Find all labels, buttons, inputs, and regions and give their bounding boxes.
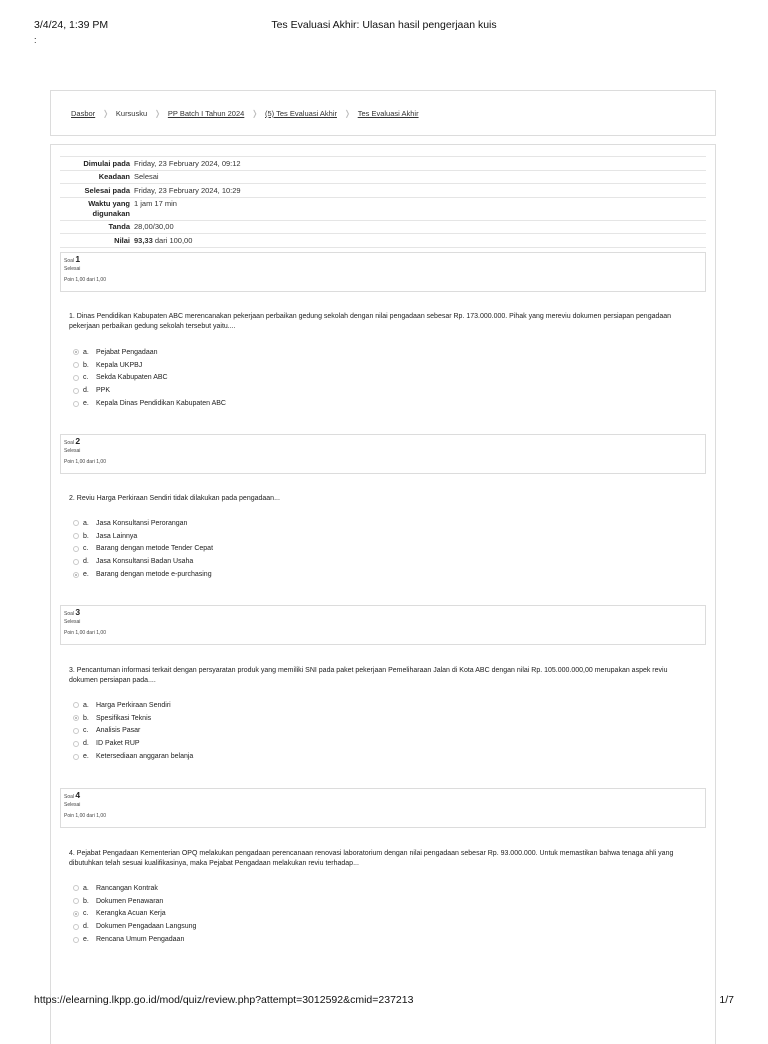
question-text-2: 2. Reviu Harga Perkiraan Sendiri tidak dilakukan pada pengadaan... <box>69 495 280 502</box>
question-number: Soal 3 <box>64 607 81 617</box>
radio-button[interactable] <box>73 520 79 526</box>
radio-button[interactable] <box>73 741 79 747</box>
question-info-2 <box>60 434 706 474</box>
grade-max: dari 100,00 <box>152 235 193 245</box>
radio-button[interactable] <box>73 572 79 578</box>
breadcrumb-separator: ❭ <box>344 109 351 118</box>
radio-button[interactable] <box>73 559 79 565</box>
summary-value: Friday, 23 February 2024, 09:12 <box>134 158 241 168</box>
answer-option[interactable]: b. Kepala UKPBJ <box>73 359 226 372</box>
radio-button[interactable] <box>73 728 79 734</box>
answer-option[interactable]: c. Barang dengan metode Tender Cepat <box>73 543 213 556</box>
summary-row-time-taken <box>60 198 706 221</box>
breadcrumb-dasbor[interactable]: Dasbor <box>71 109 96 118</box>
answer-option[interactable]: a. Jasa Konsultansi Perorangan <box>73 517 213 530</box>
summary-label: Keadaan <box>98 172 130 181</box>
answer-option[interactable]: e. Rencana Umum Pengadaan <box>73 933 196 946</box>
answer-option[interactable]: b. Dokumen Penawaran <box>73 895 196 908</box>
breadcrumb-container <box>50 90 716 136</box>
summary-label: Nilai <box>114 235 130 245</box>
answer-options-2 <box>73 517 213 581</box>
breadcrumb-quiz[interactable]: Tes Evaluasi Akhir <box>357 109 419 118</box>
question-text-1: 1. Dinas Pendidikan Kabupaten ABC merencanakan pekerjaan perbaikan gedung sekolah dengan nilai pengadaan sebesar Rp. 173.000.000. Pihak yang mereviu dokumen persiapan pengadaan pekerjaan perbaikan gedung sekolah tersebut yaitu.... <box>69 313 672 330</box>
summary-label: Selesai pada <box>84 185 130 195</box>
question-state: Selesai <box>64 802 81 808</box>
question-state: Selesai <box>64 266 81 272</box>
answer-options-1 <box>73 346 226 410</box>
answer-option[interactable]: b. Jasa Lainnya <box>73 530 213 543</box>
question-number: Soal 2 <box>64 436 81 446</box>
answer-options-4 <box>73 882 196 946</box>
summary-label: Dimulai pada <box>83 158 130 168</box>
breadcrumb-section[interactable]: (5) Tes Evaluasi Akhir <box>265 109 337 118</box>
question-mark: Poin 1,00 dari 1,00 <box>64 813 106 819</box>
breadcrumb-separator: ❭ <box>154 109 161 118</box>
summary-row-started <box>60 157 706 171</box>
print-title: Tes Evaluasi Akhir: Ulasan hasil pengerjaan kuis <box>271 19 497 31</box>
answer-option[interactable]: e. Ketersediaan anggaran belanja <box>73 750 193 763</box>
quiz-summary-table <box>60 156 706 248</box>
answer-option[interactable]: e. Kepala Dinas Pendidikan Kabupaten ABC <box>73 397 226 410</box>
question-number: Soal 1 <box>64 254 81 264</box>
question-state: Selesai <box>64 448 81 454</box>
question-info-3 <box>60 605 706 645</box>
breadcrumb-separator: ❭ <box>102 109 109 118</box>
summary-row-state <box>60 171 706 185</box>
question-text-3: 3. Pencantuman informasi terkait dengan persyaratan produk yang memiliki SNI pada paket pekerjaan Pemeliharaan Jalan di Kota ABC dengan nilai Rp. 105.000.000,00 merupakan aspek reviu dokumen persiapan pada.... <box>69 667 668 684</box>
summary-value: 28,00/30,00 <box>134 222 174 231</box>
summary-label: Tanda <box>108 222 130 231</box>
radio-button[interactable] <box>73 911 79 917</box>
print-header <box>34 19 734 45</box>
radio-button[interactable] <box>73 715 79 721</box>
breadcrumb-separator: ❭ <box>251 109 259 118</box>
radio-button[interactable] <box>73 885 79 891</box>
answer-option[interactable]: d. PPK <box>73 384 226 397</box>
summary-row-completed <box>60 184 706 198</box>
answer-option[interactable]: d. Jasa Konsultansi Badan Usaha <box>73 555 213 568</box>
answer-option[interactable]: a. Pejabat Pengadaan <box>73 346 226 359</box>
answer-option[interactable]: c. Kerangka Acuan Kerja <box>73 908 196 921</box>
question-mark: Poin 1,00 dari 1,00 <box>64 630 106 636</box>
radio-button[interactable] <box>73 546 79 552</box>
summary-value: Selesai <box>134 172 159 181</box>
answer-option[interactable]: d. Dokumen Pengadaan Langsung <box>73 920 196 933</box>
question-number: Soal 4 <box>64 790 81 800</box>
print-colon: : <box>34 35 37 45</box>
print-url: https://elearning.lkpp.go.id/mod/quiz/review.php?attempt=3012592&cmid=237213 <box>34 994 414 1006</box>
radio-button[interactable] <box>73 401 79 407</box>
print-page-number: 1/7 <box>719 994 734 1006</box>
question-state: Selesai <box>64 619 81 625</box>
summary-value: Friday, 23 February 2024, 10:29 <box>134 185 241 195</box>
radio-button[interactable] <box>73 924 79 930</box>
grade-value: 93,33 <box>134 235 153 245</box>
radio-button[interactable] <box>73 937 79 943</box>
answer-option[interactable]: a. Rancangan Kontrak <box>73 882 196 895</box>
summary-row-grade <box>60 234 706 248</box>
breadcrumb-course[interactable]: PP Batch I Tahun 2024 <box>167 109 245 118</box>
question-mark: Poin 1,00 dari 1,00 <box>64 277 106 283</box>
radio-button[interactable] <box>73 533 79 539</box>
radio-button[interactable] <box>73 388 79 394</box>
summary-label: Waktu yang digunakan <box>88 199 130 218</box>
question-info-4 <box>60 788 706 828</box>
summary-value: 1 jam 17 min <box>134 199 177 208</box>
radio-button[interactable] <box>73 349 79 355</box>
answer-option[interactable]: c. Analisis Pasar <box>73 725 193 738</box>
question-info-1 <box>60 252 706 292</box>
answer-options-3 <box>73 699 193 763</box>
answer-option[interactable]: a. Harga Perkiraan Sendiri <box>73 699 193 712</box>
question-text-4: 4. Pejabat Pengadaan Kementerian OPQ melakukan pengadaan perencanaan renovasi laboratorium dengan nilai pengadaan sebesar Rp. 93.000.000. Untuk memastikan bahwa tenaga ahli yang dibutuhkan telah sesuai kualifikasinya, maka Pejabat Pengadaan melakukan reviu terhadap... <box>69 850 674 867</box>
radio-button[interactable] <box>73 702 79 708</box>
print-date: 3/4/24, 1:39 PM <box>34 19 109 31</box>
answer-option[interactable]: c. Sekda Kabupaten ABC <box>73 372 226 385</box>
radio-button[interactable] <box>73 375 79 381</box>
summary-value <box>134 236 706 246</box>
answer-option[interactable]: e. Barang dengan metode e-purchasing <box>73 568 213 581</box>
summary-row-marks <box>60 221 706 235</box>
breadcrumb <box>71 109 419 118</box>
answer-option[interactable]: d. ID Paket RUP <box>73 737 193 750</box>
radio-button[interactable] <box>73 362 79 368</box>
radio-button[interactable] <box>73 898 79 904</box>
radio-button[interactable] <box>73 754 79 760</box>
answer-option[interactable]: b. Spesifikasi Teknis <box>73 712 193 725</box>
question-mark: Poin 1,00 dari 1,00 <box>64 459 106 465</box>
breadcrumb-kursusku: Kursusku <box>115 109 148 118</box>
